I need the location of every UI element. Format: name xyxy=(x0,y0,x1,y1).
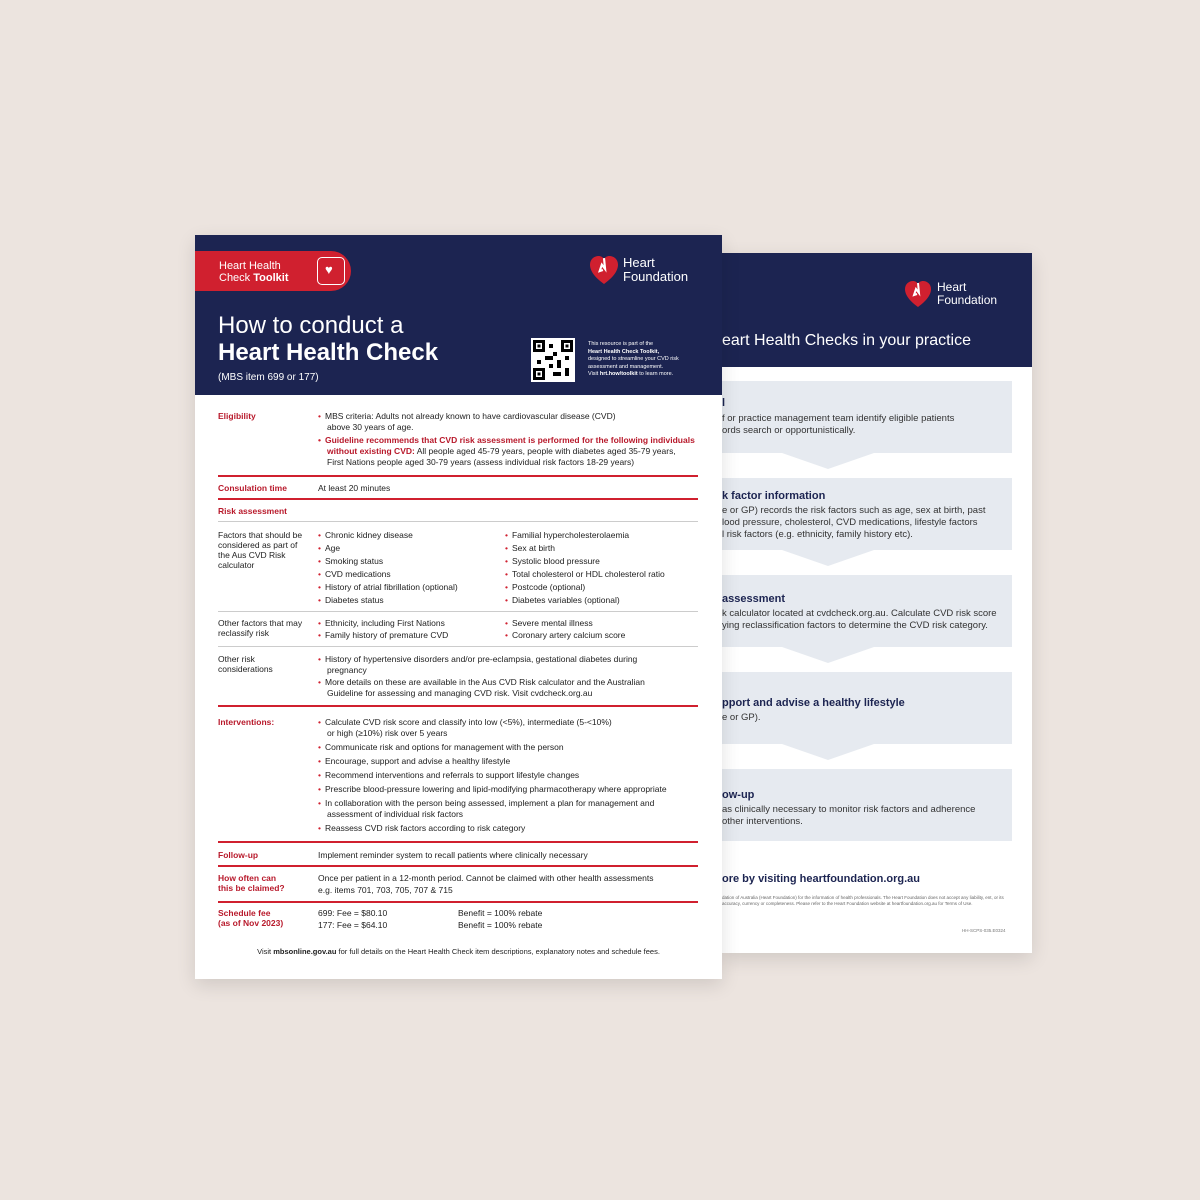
intervention-item: • In collaboration with the person being assessed, implement a plan for management and xyxy=(318,798,654,809)
factor-item: • Familial hypercholesterolaemia xyxy=(505,530,629,541)
intervention-item: • Calculate CVD risk score and classify into low (<5%), intermediate (5-<10%) xyxy=(318,717,612,728)
eligibility-2d: First Nations people aged 30-79 years (assess individual risk factors 18-29 years) xyxy=(327,457,635,467)
back-footer-link: ore by visiting heartfoundation.org.au xyxy=(722,873,921,885)
factor-item: • Age xyxy=(318,543,340,554)
factor-item: • Systolic blood pressure xyxy=(505,556,600,567)
followup-label: Follow-up xyxy=(218,850,259,860)
qr-code-icon[interactable] xyxy=(531,338,575,382)
intervention-item: • Prescribe blood-pressure lowering and lipid-modifying pharmacotherapy where appropriate xyxy=(318,784,667,795)
eligibility-1a: • MBS criteria: Adults not already known to have cardiovascular disease (CVD) xyxy=(318,411,616,422)
footer-note xyxy=(195,947,722,956)
step-body: e or GP) records the risk factors such as age, sex at birth, past xyxy=(722,505,986,516)
factor-item: • History of atrial fibrillation (optional) xyxy=(318,582,458,593)
divider xyxy=(218,865,698,867)
factor-item: • Diabetes status xyxy=(318,595,384,606)
reclass-item: • Ethnicity, including First Nations xyxy=(318,618,445,629)
step-body: as clinically necessary to monitor risk factors and adherence xyxy=(722,804,976,815)
title-subtitle: (MBS item 699 or 177) xyxy=(218,372,319,383)
step-title: ow-up xyxy=(722,789,755,801)
medical-kit-icon: ♥ xyxy=(317,257,345,285)
step-3 xyxy=(722,575,1012,647)
factor-item: • Postcode (optional) xyxy=(505,582,585,593)
factor-item: • Diabetes variables (optional) xyxy=(505,595,620,606)
back-logo xyxy=(905,279,997,309)
back-flyer xyxy=(722,253,1032,953)
factor-item: • Chronic kidney disease xyxy=(318,530,413,541)
divider xyxy=(218,646,698,647)
factor-item: • Sex at birth xyxy=(505,543,555,554)
claim-value-2: e.g. items 701, 703, 705, 707 & 715 xyxy=(318,885,453,895)
front-logo-line1: Heart xyxy=(623,255,655,270)
claim-value-1: Once per patient in a 12-month period. Cannot be claimed with other health assessments xyxy=(318,873,654,883)
intervention-item: • Encourage, support and advise a healthy lifestyle xyxy=(318,756,510,767)
note-a: Visit xyxy=(257,947,274,956)
back-logo-line2: Foundation xyxy=(937,293,998,307)
back-title: eart Health Checks in your practice xyxy=(722,332,971,349)
claim-label-2: this be claimed? xyxy=(218,883,285,893)
front-logo xyxy=(590,253,688,287)
fee-699: 699: Fee = $80.10 xyxy=(318,908,388,918)
note-c: for full details on the Heart Health Check item descriptions, explanatory notes and schedule fees. xyxy=(336,947,660,956)
divider xyxy=(218,841,698,843)
heart-foundation-logo-icon xyxy=(590,253,618,287)
reclass-item: • Severe mental illness xyxy=(505,618,593,629)
divider xyxy=(218,475,698,477)
step-2 xyxy=(722,478,1012,550)
fee-label-1: Schedule fee xyxy=(218,908,271,918)
heart-foundation-logo-icon xyxy=(905,279,931,309)
factor-item: • CVD medications xyxy=(318,569,391,580)
factor-item: • Smoking status xyxy=(318,556,383,567)
divider xyxy=(218,611,698,612)
front-logo-line2: Foundation xyxy=(623,269,689,284)
followup-value: Implement reminder system to recall patients where clinically necessary xyxy=(318,850,588,860)
back-code: HH-SCPS-035.E0324 xyxy=(962,928,1006,933)
intervention-item: or high (≥10%) risk over 5 years xyxy=(327,728,448,738)
divider xyxy=(218,705,698,707)
benefit-177: Benefit = 100% rebate xyxy=(458,920,543,930)
benefit-699: Benefit = 100% rebate xyxy=(458,908,543,918)
divider xyxy=(218,521,698,522)
title-line1: How to conduct a xyxy=(218,312,404,339)
step-5 xyxy=(722,769,1012,841)
divider xyxy=(218,498,698,500)
step-body: ying reclassification factors to determine the CVD risk category. xyxy=(722,620,988,631)
reclass-item: • Family history of premature CVD xyxy=(318,630,448,641)
qr-note-b: Heart Health Check Toolkit, xyxy=(588,348,660,355)
fee-177: 177: Fee = $64.10 xyxy=(318,920,388,930)
title-line2: Heart Health Check xyxy=(218,339,439,366)
toolkit-line1: Heart Health xyxy=(219,260,281,272)
step-body: lood pressure, cholesterol, CVD medications, lifestyle factors xyxy=(722,517,978,528)
fee-label-2: (as of Nov 2023) xyxy=(218,918,284,928)
front-flyer xyxy=(195,235,722,979)
front-header xyxy=(195,235,722,395)
intervention-item: assessment of individual risk factors xyxy=(327,809,464,819)
step-body: l risk factors (e.g. ethnicity, family history etc). xyxy=(722,529,913,540)
mbsonline-link[interactable]: mbsonline.gov.au xyxy=(273,947,337,956)
reclass-label: Other factors that may reclassify risk xyxy=(218,618,303,638)
step-body: other interventions. xyxy=(722,816,803,827)
step-4 xyxy=(722,672,1012,744)
qr-note xyxy=(588,341,708,379)
qr-note-link[interactable]: hrt.how/toolkit xyxy=(599,371,638,377)
step-body: f or practice management team identify eligible patients xyxy=(722,413,955,424)
intervention-item: • Reassess CVD risk factors according to risk category xyxy=(318,823,525,834)
back-disclaimer: dation of Australia (Heart Foundation) for the information of health professionals. The Heart Foundation does not accept any liability, ent, or its accuracy, currency or completeness. Please refer to the Heart Foundation website at heartfoundation.org.au for Terms of Use. xyxy=(722,895,1004,906)
toolkit-line2a: Check xyxy=(219,272,254,284)
step-body: k calculator located at cvdcheck.org.au. Calculate CVD risk score xyxy=(722,608,997,619)
eligibility-2a: • Guideline recommends that CVD risk assessment is performed for the following individuals xyxy=(318,435,695,446)
eligibility-2c: All people aged 45-79 years, people with diabetes aged 35-79 years, xyxy=(414,446,676,456)
other-2b: Guideline for assessing and managing CVD risk. Visit cvdcheck.org.au xyxy=(327,688,593,698)
other-label: Other risk considerations xyxy=(218,654,273,674)
toolkit-line2b: Toolkit xyxy=(253,272,289,284)
other-1a: • History of hypertensive disorders and/or pre-eclampsia, gestational diabetes during xyxy=(318,654,637,665)
interventions-label: Interventions: xyxy=(218,717,275,727)
qr-note-f: to learn more. xyxy=(637,371,674,377)
consult-value: At least 20 minutes xyxy=(318,483,391,493)
step-title: assessment xyxy=(722,593,785,605)
step-title: k factor information xyxy=(722,490,826,502)
qr-note-d: Visit xyxy=(588,371,600,377)
other-1b: pregnancy xyxy=(327,665,367,675)
eligibility-label: Eligibility xyxy=(218,411,256,421)
eligibility-1b: above 30 years of age. xyxy=(327,422,414,432)
consult-label: Consulation time xyxy=(218,483,287,493)
step-body: ords search or opportunistically. xyxy=(722,425,856,436)
risk-label: Risk assessment xyxy=(218,506,287,516)
factor-item: • Total cholesterol or HDL cholesterol ratio xyxy=(505,569,665,580)
step-title: l xyxy=(722,397,726,409)
claim-label-1: How often can xyxy=(218,873,277,883)
factors-label: Factors that should be considered as part of the Aus CVD Risk calculator xyxy=(218,530,303,570)
back-header xyxy=(722,253,1032,367)
divider xyxy=(218,901,698,903)
step-title: pport and advise a healthy lifestyle xyxy=(722,697,905,709)
reclass-item: • Coronary artery calcium score xyxy=(505,630,625,641)
back-logo-line1: Heart xyxy=(937,280,967,294)
step-body: e or GP). xyxy=(722,712,761,723)
eligibility-2b: without existing CVD: xyxy=(327,446,415,456)
step-1 xyxy=(722,381,1012,453)
qr-note-c: designed to streamline your CVD risk assessment and management. xyxy=(588,356,679,370)
other-2a: • More details on these are available in the Aus CVD Risk calculator and the Australian xyxy=(318,677,645,688)
qr-note-a: This resource is part of the xyxy=(588,341,654,347)
toolkit-badge xyxy=(195,251,351,291)
intervention-item: • Recommend interventions and referrals to support lifestyle changes xyxy=(318,770,579,781)
intervention-item: • Communicate risk and options for management with the person xyxy=(318,742,564,753)
